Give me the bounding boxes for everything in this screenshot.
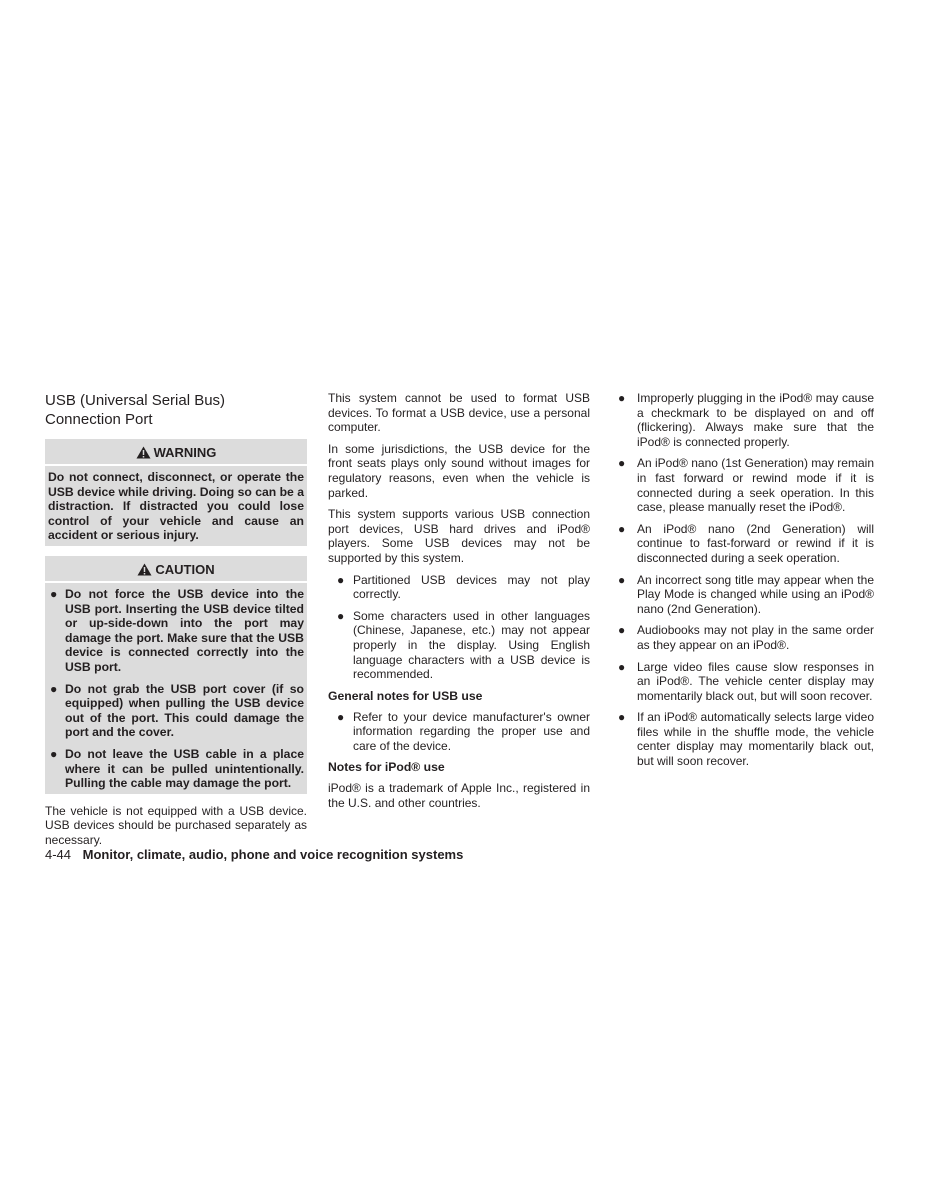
list-item: ● If an iPod® automatically selects large video files while in the shuffle mode, the vehicle center display may momentarily black out, but will soon recover.: [618, 710, 874, 769]
subheading: General notes for USB use: [328, 688, 483, 703]
list-item: ● An iPod® nano (1st Generation) may remain in fast forward or rewind mode if it is connected during a seek operation. In this case, please manually reset the iPod®.: [618, 456, 874, 515]
bullet-icon: ●: [618, 456, 626, 471]
list-item: ● Do not force the USB device into the USB port. Inserting the USB device tilted or up-side-down into the port may damage the port. Make sure that the USB device is connected correctly into the USB port.: [50, 586, 304, 674]
column-3: [612, 391, 874, 776]
caution-title: CAUTION: [45, 556, 307, 583]
list-item: ● Large video files cause slow responses in an iPod®. The vehicle center display may momentarily black out, but will soon recover.: [618, 659, 874, 703]
list-item: ● Some characters used in other languages (Chinese, Japanese, etc.) may not appear properly in the display. Using English language characters with a USB device is recommended.: [337, 608, 590, 682]
bullet-list: [328, 710, 590, 754]
warning-box: [45, 439, 307, 546]
paragraph: In some jurisdictions, the USB device for the front seats plays only sound without images for regulatory reasons, even when the vehicle is parked.: [328, 441, 590, 500]
list-item: ● Refer to your device manufacturer's owner information regarding the proper use and care of the device.: [337, 709, 590, 753]
list-item: ● Do not leave the USB cable in a place where it can be pulled unintentionally. Pulling the cable may damage the port.: [50, 746, 304, 791]
bullet-icon: ●: [618, 710, 626, 725]
column-1: [45, 391, 307, 854]
section-heading: USB (Universal Serial Bus) Connection Port: [45, 392, 226, 428]
list-item: ● An iPod® nano (2nd Generation) will continue to fast-forward or rewind if it is disconnected during a seek operation.: [618, 521, 874, 565]
bullet-icon: ●: [337, 709, 345, 724]
warning-text: Do not connect, disconnect, or operate the USB device while driving. Doing so can be a distraction. If distracted you could lose control of your vehicle and cause an accident or serious injury.: [48, 470, 304, 543]
warning-triangle-icon: [136, 446, 151, 459]
column-2: [328, 391, 590, 818]
list-item: ● Improperly plugging in the iPod® may cause a checkmark to be displayed on and off (flickering). Always make sure that the iPod® is connected properly.: [618, 391, 874, 449]
bullet-icon: ●: [618, 391, 626, 405]
bullet-icon: ●: [337, 608, 345, 623]
caution-box: [45, 556, 307, 794]
warning-title: WARNING: [45, 439, 307, 466]
bullet-icon: ●: [50, 746, 58, 761]
bullet-icon: ●: [50, 586, 58, 601]
section-title: Monitor, climate, audio, phone and voice recognition systems: [82, 847, 464, 862]
page-number: 4-44: [45, 847, 72, 862]
page-footer: [45, 847, 463, 863]
bullet-icon: ●: [618, 623, 626, 638]
bullet-icon: ●: [337, 572, 345, 587]
list-item: ● Partitioned USB devices may not play correctly.: [337, 572, 590, 602]
paragraph: iPod® is a trademark of Apple Inc., registered in the U.S. and other countries.: [328, 781, 590, 811]
paragraph: The vehicle is not equipped with a USB device. USB devices should be purchased separately as necessary.: [45, 803, 307, 847]
warning-triangle-icon: [137, 563, 152, 576]
paragraph: This system supports various USB connection port devices, USB hard drives and iPod® players. Some USB devices may not be supported by this system.: [328, 507, 590, 565]
list-item: ● Audiobooks may not play in the same order as they appear on an iPod®.: [618, 623, 874, 652]
list-item: ● Do not grab the USB port cover (if so equipped) when pulling the USB device out of the port. This could damage the port and the cover.: [50, 681, 304, 740]
caution-list: [48, 587, 304, 791]
bullet-icon: ●: [50, 681, 58, 696]
bullet-icon: ●: [618, 659, 626, 674]
bullet-icon: ●: [618, 521, 626, 536]
bullet-icon: ●: [618, 572, 626, 587]
subheading: Notes for iPod® use: [328, 760, 445, 775]
list-item: ● An incorrect song title may appear when the Play Mode is changed while using an iPod® nano (2nd Generation).: [618, 572, 874, 616]
bullet-list: [328, 573, 590, 682]
bullet-list: [612, 391, 874, 769]
paragraph: This system cannot be used to format USB devices. To format a USB device, use a personal computer.: [328, 391, 590, 435]
